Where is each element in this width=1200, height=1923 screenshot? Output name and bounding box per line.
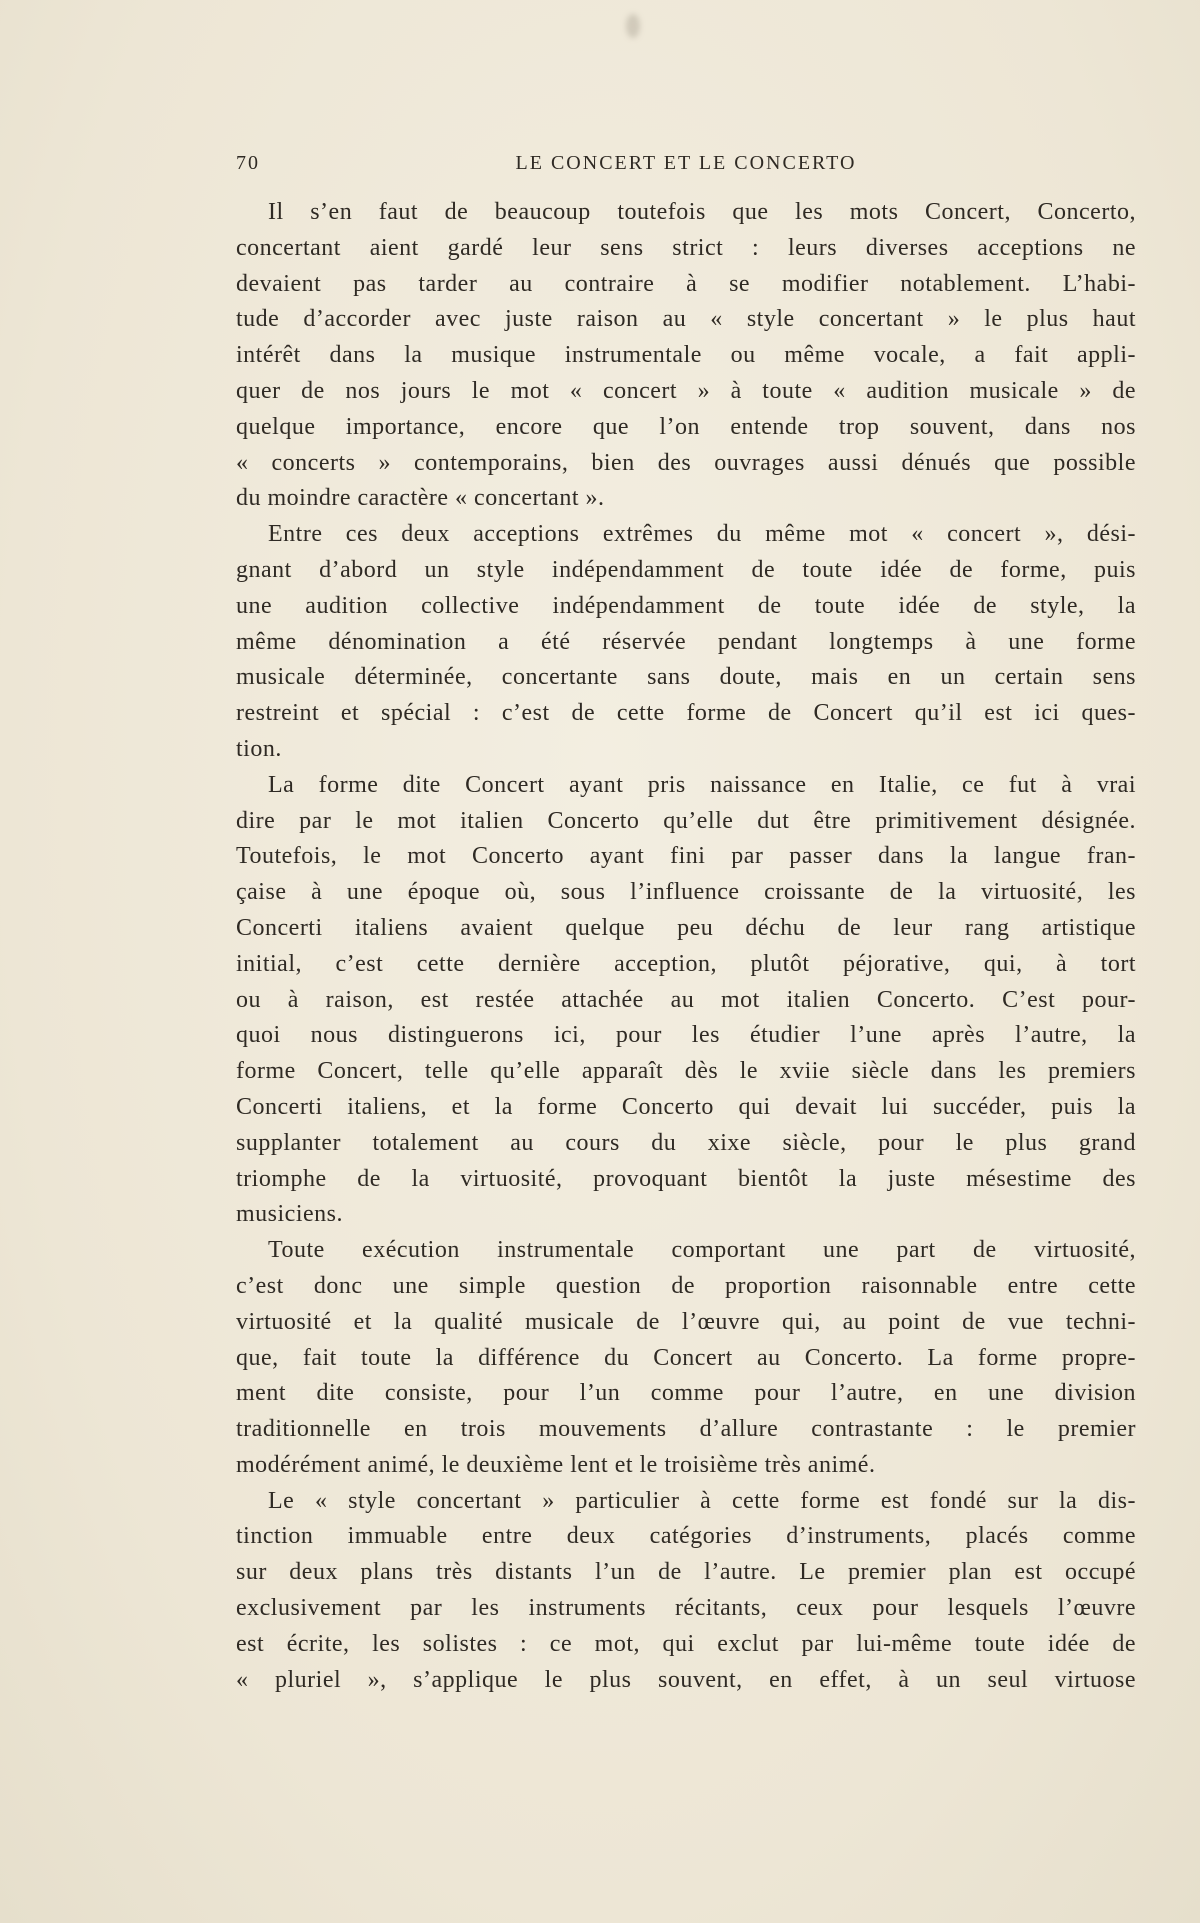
body-text xyxy=(236,195,1136,1698)
text-line: La forme dite Concert ayant pris naissance en Italie, ce fut à vrai xyxy=(268,771,1136,798)
text-line: « pluriel », s’applique le plus souvent, en effet, à un seul virtuose xyxy=(236,1666,1136,1693)
text-line: Concerti italiens avaient quelque peu déchu de leur rang artistique xyxy=(236,914,1136,941)
text-line: Toutefois, le mot Concerto ayant fini par passer dans la langue fran- xyxy=(236,843,1136,870)
text-line: ou à raison, est restée attachée au mot italien Concerto. C’est pour- xyxy=(236,986,1136,1013)
text-line: intérêt dans la musique instrumentale ou même vocale, a fait appli- xyxy=(236,342,1136,369)
text-line: tude d’accorder avec juste raison au « style concertant » le plus haut xyxy=(236,306,1136,333)
text-line: çaise à une époque où, sous l’influence croissante de la virtuosité, les xyxy=(236,879,1136,906)
text-line: quelque importance, encore que l’on entende trop souvent, dans nos xyxy=(236,413,1136,440)
running-title: LE CONCERT ET LE CONCERTO xyxy=(515,152,857,174)
paragraph xyxy=(236,1233,1136,1484)
text-line: restreint et spécial : c’est de cette forme de Concert qu’il est ici ques- xyxy=(236,700,1136,727)
text-line: concertant aient gardé leur sens strict : leurs diverses acceptions ne xyxy=(236,234,1136,261)
text-line: dire par le mot italien Concerto qu’elle dut être primitivement désignée. xyxy=(236,807,1136,834)
text-line: tinction immuable entre deux catégories d’instruments, placés comme xyxy=(236,1523,1136,1550)
text-line: une audition collective indépendamment de toute idée de style, la xyxy=(236,592,1136,619)
text-line: du moindre caractère « concertant ». xyxy=(236,485,605,512)
text-line: supplanter totalement au cours du xixe siècle, pour le plus grand xyxy=(236,1129,1136,1156)
text-line: Le « style concertant » particulier à cette forme est fondé sur la dis- xyxy=(268,1487,1136,1514)
paragraph xyxy=(236,768,1136,1233)
paragraph xyxy=(236,195,1136,517)
text-line: gnant d’abord un style indépendamment de toute idée de forme, puis xyxy=(236,556,1136,583)
text-line: virtuosité et la qualité musicale de l’œuvre qui, au point de vue techni- xyxy=(236,1308,1136,1335)
text-line: c’est donc une simple question de proportion raisonnable entre cette xyxy=(236,1272,1136,1299)
paragraph xyxy=(236,1484,1136,1699)
text-line: quer de nos jours le mot « concert » à toute « audition musicale » de xyxy=(236,377,1136,404)
text-line: est écrite, les solistes : ce mot, qui exclut par lui-même toute idée de xyxy=(236,1630,1136,1657)
paragraph xyxy=(236,517,1136,768)
text-line: triomphe de la virtuosité, provoquant bientôt la juste mésestime des xyxy=(236,1165,1136,1192)
text-line: même dénomination a été réservée pendant longtemps à une forme xyxy=(236,628,1136,655)
text-line: quoi nous distinguerons ici, pour les étudier l’une après l’autre, la xyxy=(236,1022,1136,1049)
text-line: modérément animé, le deuxième lent et le troisième très animé. xyxy=(236,1451,876,1478)
page-number: 70 xyxy=(236,152,260,174)
text-line: Entre ces deux acceptions extrêmes du même mot « concert », dési- xyxy=(268,521,1136,548)
text-line: devaient pas tarder au contraire à se modifier notablement. L’habi- xyxy=(236,270,1136,297)
page-header xyxy=(236,152,1136,178)
text-line: « concerts » contemporains, bien des ouvrages aussi dénués que possible xyxy=(236,449,1136,476)
text-line: forme Concert, telle qu’elle apparaît dès le xviie siècle dans les premiers xyxy=(236,1058,1136,1085)
text-line: traditionnelle en trois mouvements d’allure contrastante : le premier xyxy=(236,1416,1136,1443)
text-line: Toute exécution instrumentale comportant une part de virtuosité, xyxy=(268,1237,1136,1264)
page-smudge xyxy=(626,14,640,38)
text-line: tion. xyxy=(236,735,282,762)
text-line: sur deux plans très distants l’un de l’autre. Le premier plan est occupé xyxy=(236,1559,1136,1586)
text-line: initial, c’est cette dernière acception, plutôt péjorative, qui, à tort xyxy=(236,950,1136,977)
text-line: musicale déterminée, concertante sans doute, mais en un certain sens xyxy=(236,664,1136,691)
text-line: exclusivement par les instruments récitants, ceux pour lesquels l’œuvre xyxy=(236,1595,1136,1622)
text-line: Il s’en faut de beaucoup toutefois que les mots Concert, Concerto, xyxy=(268,199,1136,225)
text-line: musiciens. xyxy=(236,1201,343,1228)
text-line: que, fait toute la différence du Concert au Concerto. La forme propre- xyxy=(236,1344,1136,1371)
text-line: ment dite consiste, pour l’un comme pour l’autre, en une division xyxy=(236,1380,1136,1407)
text-line: Concerti italiens, et la forme Concerto qui devait lui succéder, puis la xyxy=(236,1093,1136,1120)
